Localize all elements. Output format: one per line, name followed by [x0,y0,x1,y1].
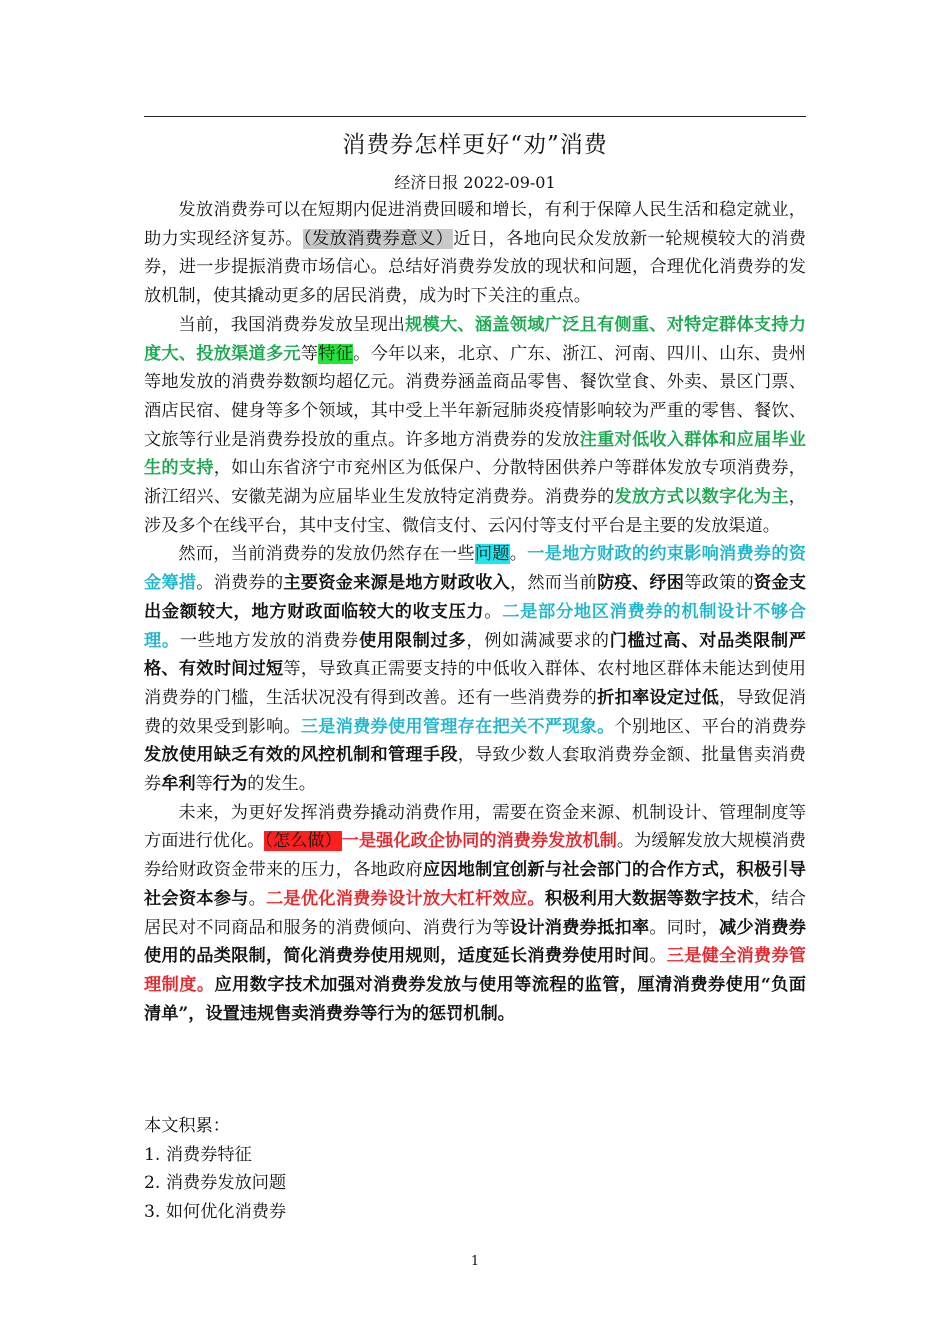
text-run: 发放消费券可以在短期内促进消费回暖和增长，有利于保障人民生活和稳定就业，助力实现经济复苏。 [144,200,806,249]
text-run: 个别地区、平台的消费券 [614,716,806,737]
keyword-red: 一是强化政企协同的消费券发放机制 [341,831,617,852]
paragraph-features [144,311,806,541]
text-run: 。 [649,946,667,967]
text-run: 一些地方发放的消费券 [179,630,359,651]
text-run: 。为缓解发放大规模消费券给财政资金带来的压力，各地政府 [144,831,806,881]
annotation-tag-solutions: （怎么做） [264,831,342,852]
article-body [144,196,806,1028]
text-run: ，如山东省济宁市兖州区为低保户、分散特困供养户等群体发放专项消费券，浙江绍兴、安徽芜湖为应届毕业生发放特定消费券。消费券的 [144,458,806,508]
text-run: ，涉及多个在线平台，其中支付宝、微信支付、云闪付等支付平台是主要的发放渠道。 [144,487,806,536]
keyword-green: 发放方式以数字化为主 [614,487,789,508]
text-run: 。 [248,888,266,909]
page-number: 1 [470,1254,480,1269]
text-run: 的发生。 [247,774,316,795]
bold-phrase: 积极利用大数据等数字技术 [544,888,754,909]
annotation-tag-features: 特征 [318,343,354,364]
bold-phrase: 门槛过高、对品类限制严格、有效时间过短 [144,630,806,680]
bold-phrase: 资金支出金额较大，地方财政面临较大的收支压力 [144,573,806,622]
text-run: 近日，各地向民众发放新一轮规模较大的消费券，进一步提振消费市场信心。总结好消费券发放的现状和问题，合理优化消费券的发放机制，使其撬动更多的居民消费，成为时下关注的重点。 [144,228,806,307]
text-run: ，结合居民对不同商品和服务的消费倾向、消费行为等 [144,888,806,938]
notes-item: 2. 消费券发放问题 [144,1173,287,1194]
notes-item: 3. 如何优化消费券 [144,1202,287,1223]
bold-phrase: 牟利 [161,774,196,795]
text-run: 当前，我国消费券发放呈现出 [178,314,406,335]
text-run: 。消费券的 [196,573,284,594]
notes-item: 1. 消费券特征 [144,1144,252,1165]
keyword-cyan: 二是部分地区消费券的机制设计不够合理。 [144,601,806,651]
text-run: ，例如满减要求的 [466,630,610,651]
bold-phrase: 行为 [212,774,248,795]
bold-phrase: 防疫、纾困 [597,573,685,594]
annotation-tag-problems: 问题 [474,544,510,565]
text-run: 。同时， [649,917,720,938]
bold-phrase: 设计消费券抵扣率 [509,917,650,938]
notes-section [144,1112,806,1227]
text-run: 未来，为更好发挥消费券撬动消费作用，需要在资金来源、机制设计、管理制度等方面进行优化。 [144,802,806,852]
article-title: 消费券怎样更好“劝”消费 [342,132,608,158]
bold-phrase: 应用数字技术加强对消费券发放与使用等流程的监管，厘清消费券使用“负面清单”，设置违规售卖消费券等行为的惩罚机制。 [144,974,806,1024]
header-rule [144,116,806,117]
bold-phrase: 发放使用缺乏有效的风控机制和管理手段 [144,745,458,766]
text-run: 等 [195,774,213,795]
text-run: 等 [300,343,319,364]
keyword-cyan: 一是地方财政的约束影响消费券的资金筹措 [144,544,806,594]
keyword-green: 规模大、涵盖领域广泛且有侧重、对特定群体支持力度大、投放渠道多元 [144,314,806,364]
text-run: 然而，当前消费券的发放仍然存在一些 [178,544,475,565]
bold-phrase: 使用限制过多 [358,630,467,651]
bold-phrase: 减少消费券使用的品类限制，简化消费券使用规则，适度延长消费券使用时间 [144,917,806,967]
paragraph-significance [144,196,806,311]
annotation-tag-significance: （发放消费券意义） [302,228,454,249]
keyword-green: 注重对低收入群体和应届毕业生的支持 [144,429,806,479]
text-run: 。 [484,601,503,622]
notes-heading: 本文积累： [144,1116,230,1136]
text-run: 等政策的 [684,573,754,594]
bold-phrase: 应因地制宜创新与社会部门的合作方式，积极引导社会资本参与 [144,860,806,909]
text-run: ，导致少数人套取消费券金额、批量售卖消费券 [144,745,806,795]
keyword-red: 二是优化消费券设计放大杠杆效应。 [266,888,545,909]
text-run: 等，导致真正需要支持的中低收入群体、农村地区群体未能达到使用消费券的门槛，生活状况没有得到改善。还有一些消费券的 [144,659,806,708]
text-run: ，然而当前 [509,573,598,594]
text-run: 。 [509,544,528,565]
bold-phrase: 主要资金来源是地方财政收入 [283,573,510,594]
article-source: 经济日报 2022-09-01 [394,173,556,192]
keyword-cyan: 三是消费券使用管理存在把关不严现象。 [300,716,615,737]
bold-phrase: 折扣率设定过低 [597,687,720,708]
text-run: 。今年以来，北京、广东、浙江、河南、四川、山东、贵州等地发放的消费券数额均超亿元。消费券涵盖商品零售、餐饮堂食、外卖、景区门票、酒店民宿、健身等多个领域，其中受上半年新冠肺炎疫情影响较为严重的零售、餐饮、文旅等行业是消费券投放的重点。许多地方消费券的发放 [144,343,806,450]
paragraph-solutions [144,799,806,1029]
text-run: ，导致促消费的效果受到影响。 [144,687,806,737]
keyword-red: 三是健全消费券管理制度。 [144,946,806,995]
paragraph-problems [144,540,806,798]
